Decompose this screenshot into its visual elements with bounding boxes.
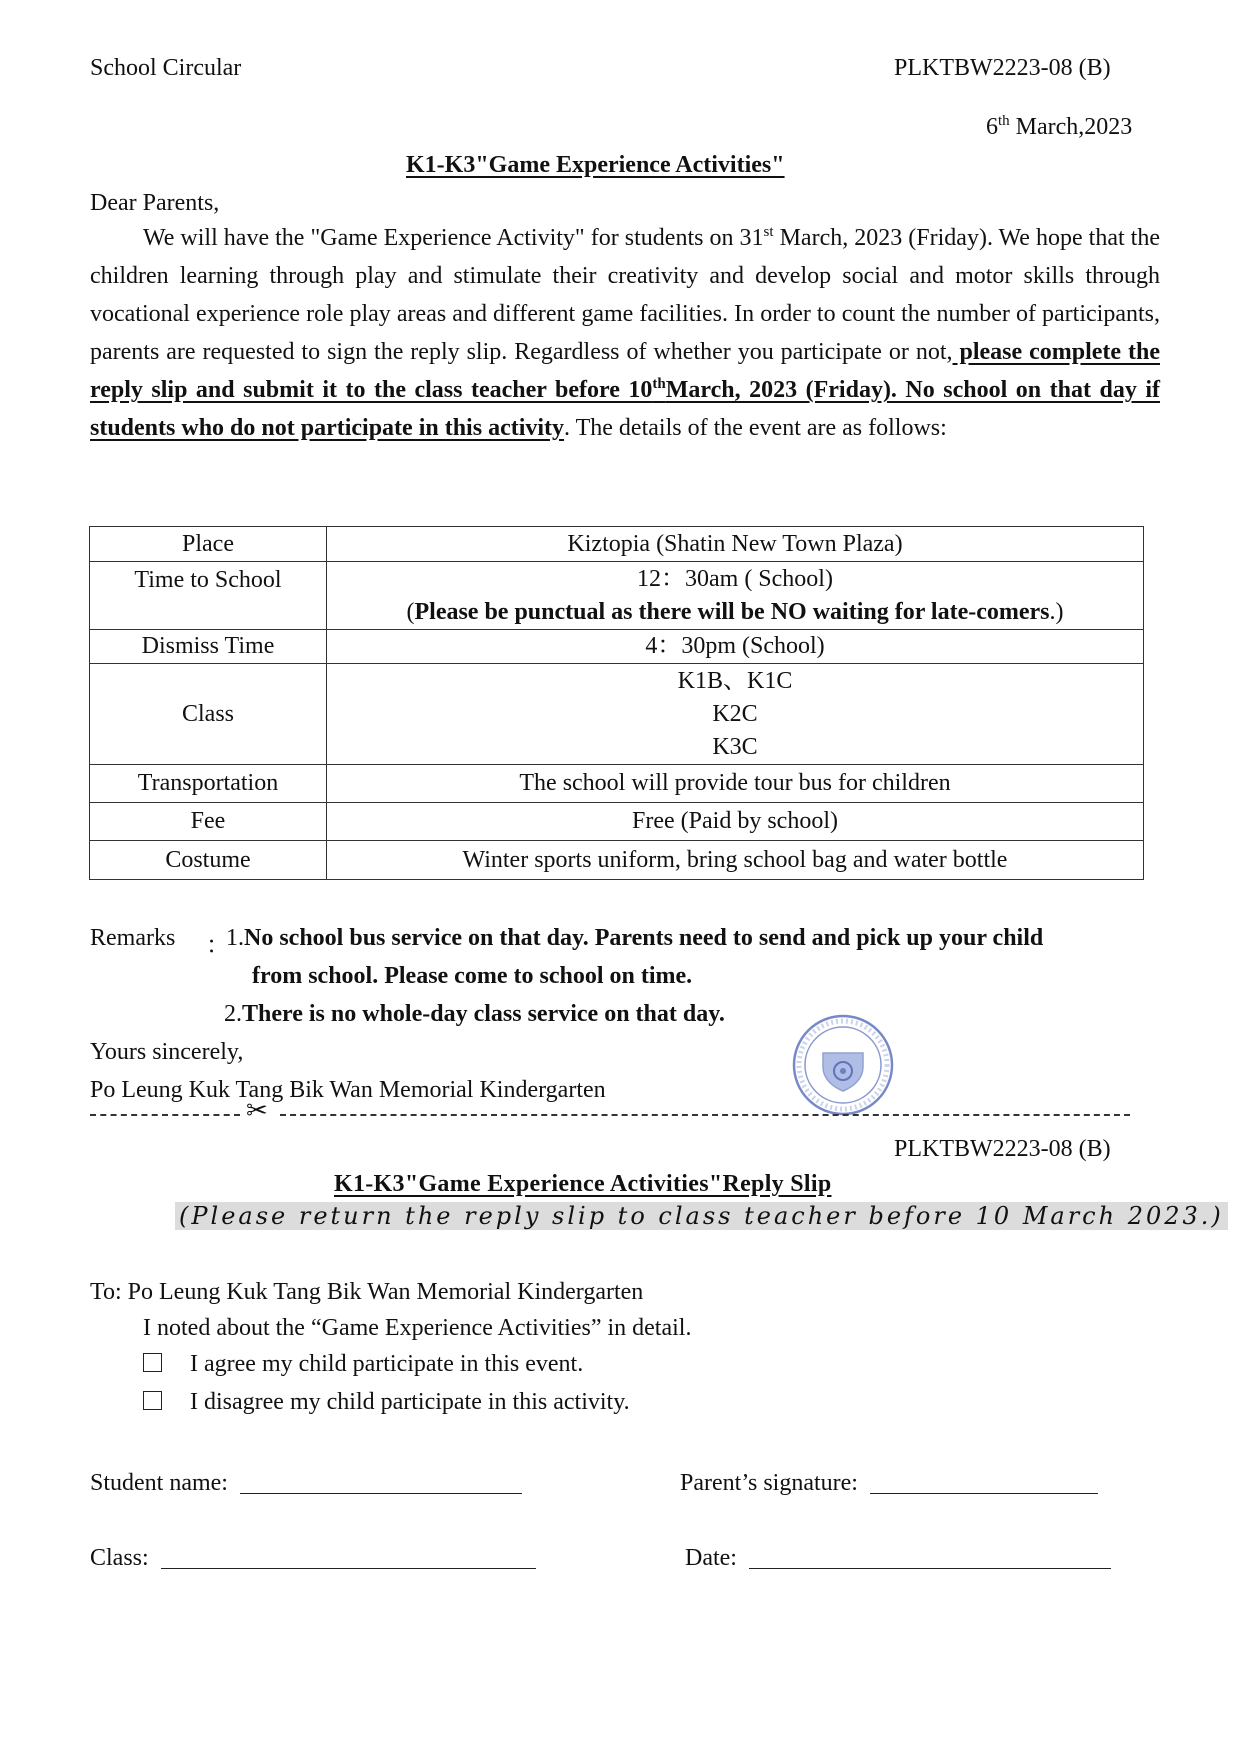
costume-value: Winter sports uniform, bring school bag and water bottle <box>327 841 1144 880</box>
cut-line <box>90 1096 1130 1126</box>
disagree-checkbox[interactable] <box>143 1391 162 1410</box>
agree-checkbox[interactable] <box>143 1353 162 1372</box>
circular-label: School Circular <box>90 55 242 81</box>
disagree-label: I disagree my child participate in this activity. <box>190 1389 630 1415</box>
fee-label: Fee <box>90 803 327 841</box>
disagree-option[interactable] <box>143 1389 630 1416</box>
table-row <box>90 527 1144 562</box>
dismiss-label: Dismiss Time <box>90 630 327 664</box>
transport-label: Transportation <box>90 765 327 803</box>
reply-slip-title: K1-K3"Game Experience Activities"Reply Slip <box>334 1171 832 1197</box>
costume-label: Costume <box>90 841 327 880</box>
time-value: 12：30am ( School) (Please be punctual as there will be NO waiting for late-comers.) <box>327 562 1144 630</box>
parent-signature-field[interactable] <box>680 1467 1098 1497</box>
student-name-label: Student name: <box>90 1470 228 1496</box>
date-field-line[interactable] <box>749 1542 1111 1569</box>
greeting: Dear Parents, <box>90 190 220 216</box>
table-row <box>90 562 1144 630</box>
table-row <box>90 630 1144 664</box>
reply-ref: PLKTBW2223-08 (B) <box>894 1136 1111 1162</box>
table-row <box>90 765 1144 803</box>
circular-ref: PLKTBW2223-08 (B) <box>894 55 1111 81</box>
remarks-colon: ： <box>206 933 230 959</box>
reply-deadline-notice: please complete the reply slip and submit it to the class teacher before 10thMarch, 2023 (Friday). No school on that day if students who do not participate in this activity <box>90 339 1161 441</box>
intro-paragraph: We will have the "Game Experience Activity" for students on 31st March, 2023 (Friday). We hope that the children learning through play and stimulate their creativity and develop social and motor skills through vocational experience role play areas and different game facilities. In order to count the number of participants, parents are requested to sign the reply slip. Regardless of whether you participate or not, please complete the reply slip and submit it to the class teacher before 10thMarch, 2023 (Friday). No school on that day if students who do not participate in this activity. The details of the event are as follows: <box>90 224 1161 441</box>
class-value: K1B、K1C K2C K3C <box>327 664 1144 765</box>
dismiss-value: 4：30pm (School) <box>327 630 1144 664</box>
fee-value: Free (Paid by school) <box>327 803 1144 841</box>
class-field[interactable] <box>90 1542 536 1572</box>
parent-signature-label: Parent’s signature: <box>680 1470 858 1496</box>
table-row <box>90 664 1144 765</box>
table-row <box>90 803 1144 841</box>
class-field-label: Class: <box>90 1545 149 1571</box>
reply-noted: I noted about the “Game Experience Activities” in detail. <box>143 1315 692 1341</box>
table-row <box>90 841 1144 880</box>
date-field-label: Date: <box>685 1545 737 1571</box>
parent-signature-line[interactable] <box>870 1467 1098 1494</box>
agree-label: I agree my child participate in this event. <box>190 1351 584 1377</box>
remark-2: 2.There is no whole-day class service on that day. <box>224 1001 725 1027</box>
closing-school: Po Leung Kuk Tang Bik Wan Memorial Kindergarten <box>90 1077 606 1103</box>
agree-option[interactable] <box>143 1351 583 1378</box>
remarks-label: Remarks <box>90 925 176 951</box>
time-label: Time to School <box>90 562 327 630</box>
scissors-icon: ✂ <box>246 1096 268 1126</box>
circular-date: 6th March,2023 <box>986 113 1133 140</box>
transport-value: The school will provide tour bus for children <box>327 765 1144 803</box>
cut-line-right-dash <box>280 1114 1130 1116</box>
cut-line-left-dash <box>90 1114 240 1116</box>
student-name-field[interactable] <box>90 1467 522 1497</box>
remark-1-cont: from school. Please come to school on time. <box>252 963 693 989</box>
class-label: Class <box>90 664 327 765</box>
date-field[interactable] <box>685 1542 1111 1572</box>
class-field-line[interactable] <box>161 1542 536 1569</box>
school-seal-stamp <box>789 1011 897 1119</box>
event-details-table <box>89 526 1144 880</box>
place-value: Kiztopia (Shatin New Town Plaza) <box>327 527 1144 562</box>
reply-return-notice: (Please return the reply slip to class teacher before 10 March 2023.) <box>175 1202 1228 1230</box>
remark-1: 1.No school bus service on that day. Parents need to send and pick up your child <box>226 925 1044 951</box>
page-title: K1-K3"Game Experience Activities" <box>406 152 785 178</box>
student-name-line[interactable] <box>240 1467 522 1494</box>
closing-yours: Yours sincerely, <box>90 1039 244 1065</box>
place-label: Place <box>90 527 327 562</box>
reply-to: To: Po Leung Kuk Tang Bik Wan Memorial Kindergarten <box>90 1279 644 1305</box>
